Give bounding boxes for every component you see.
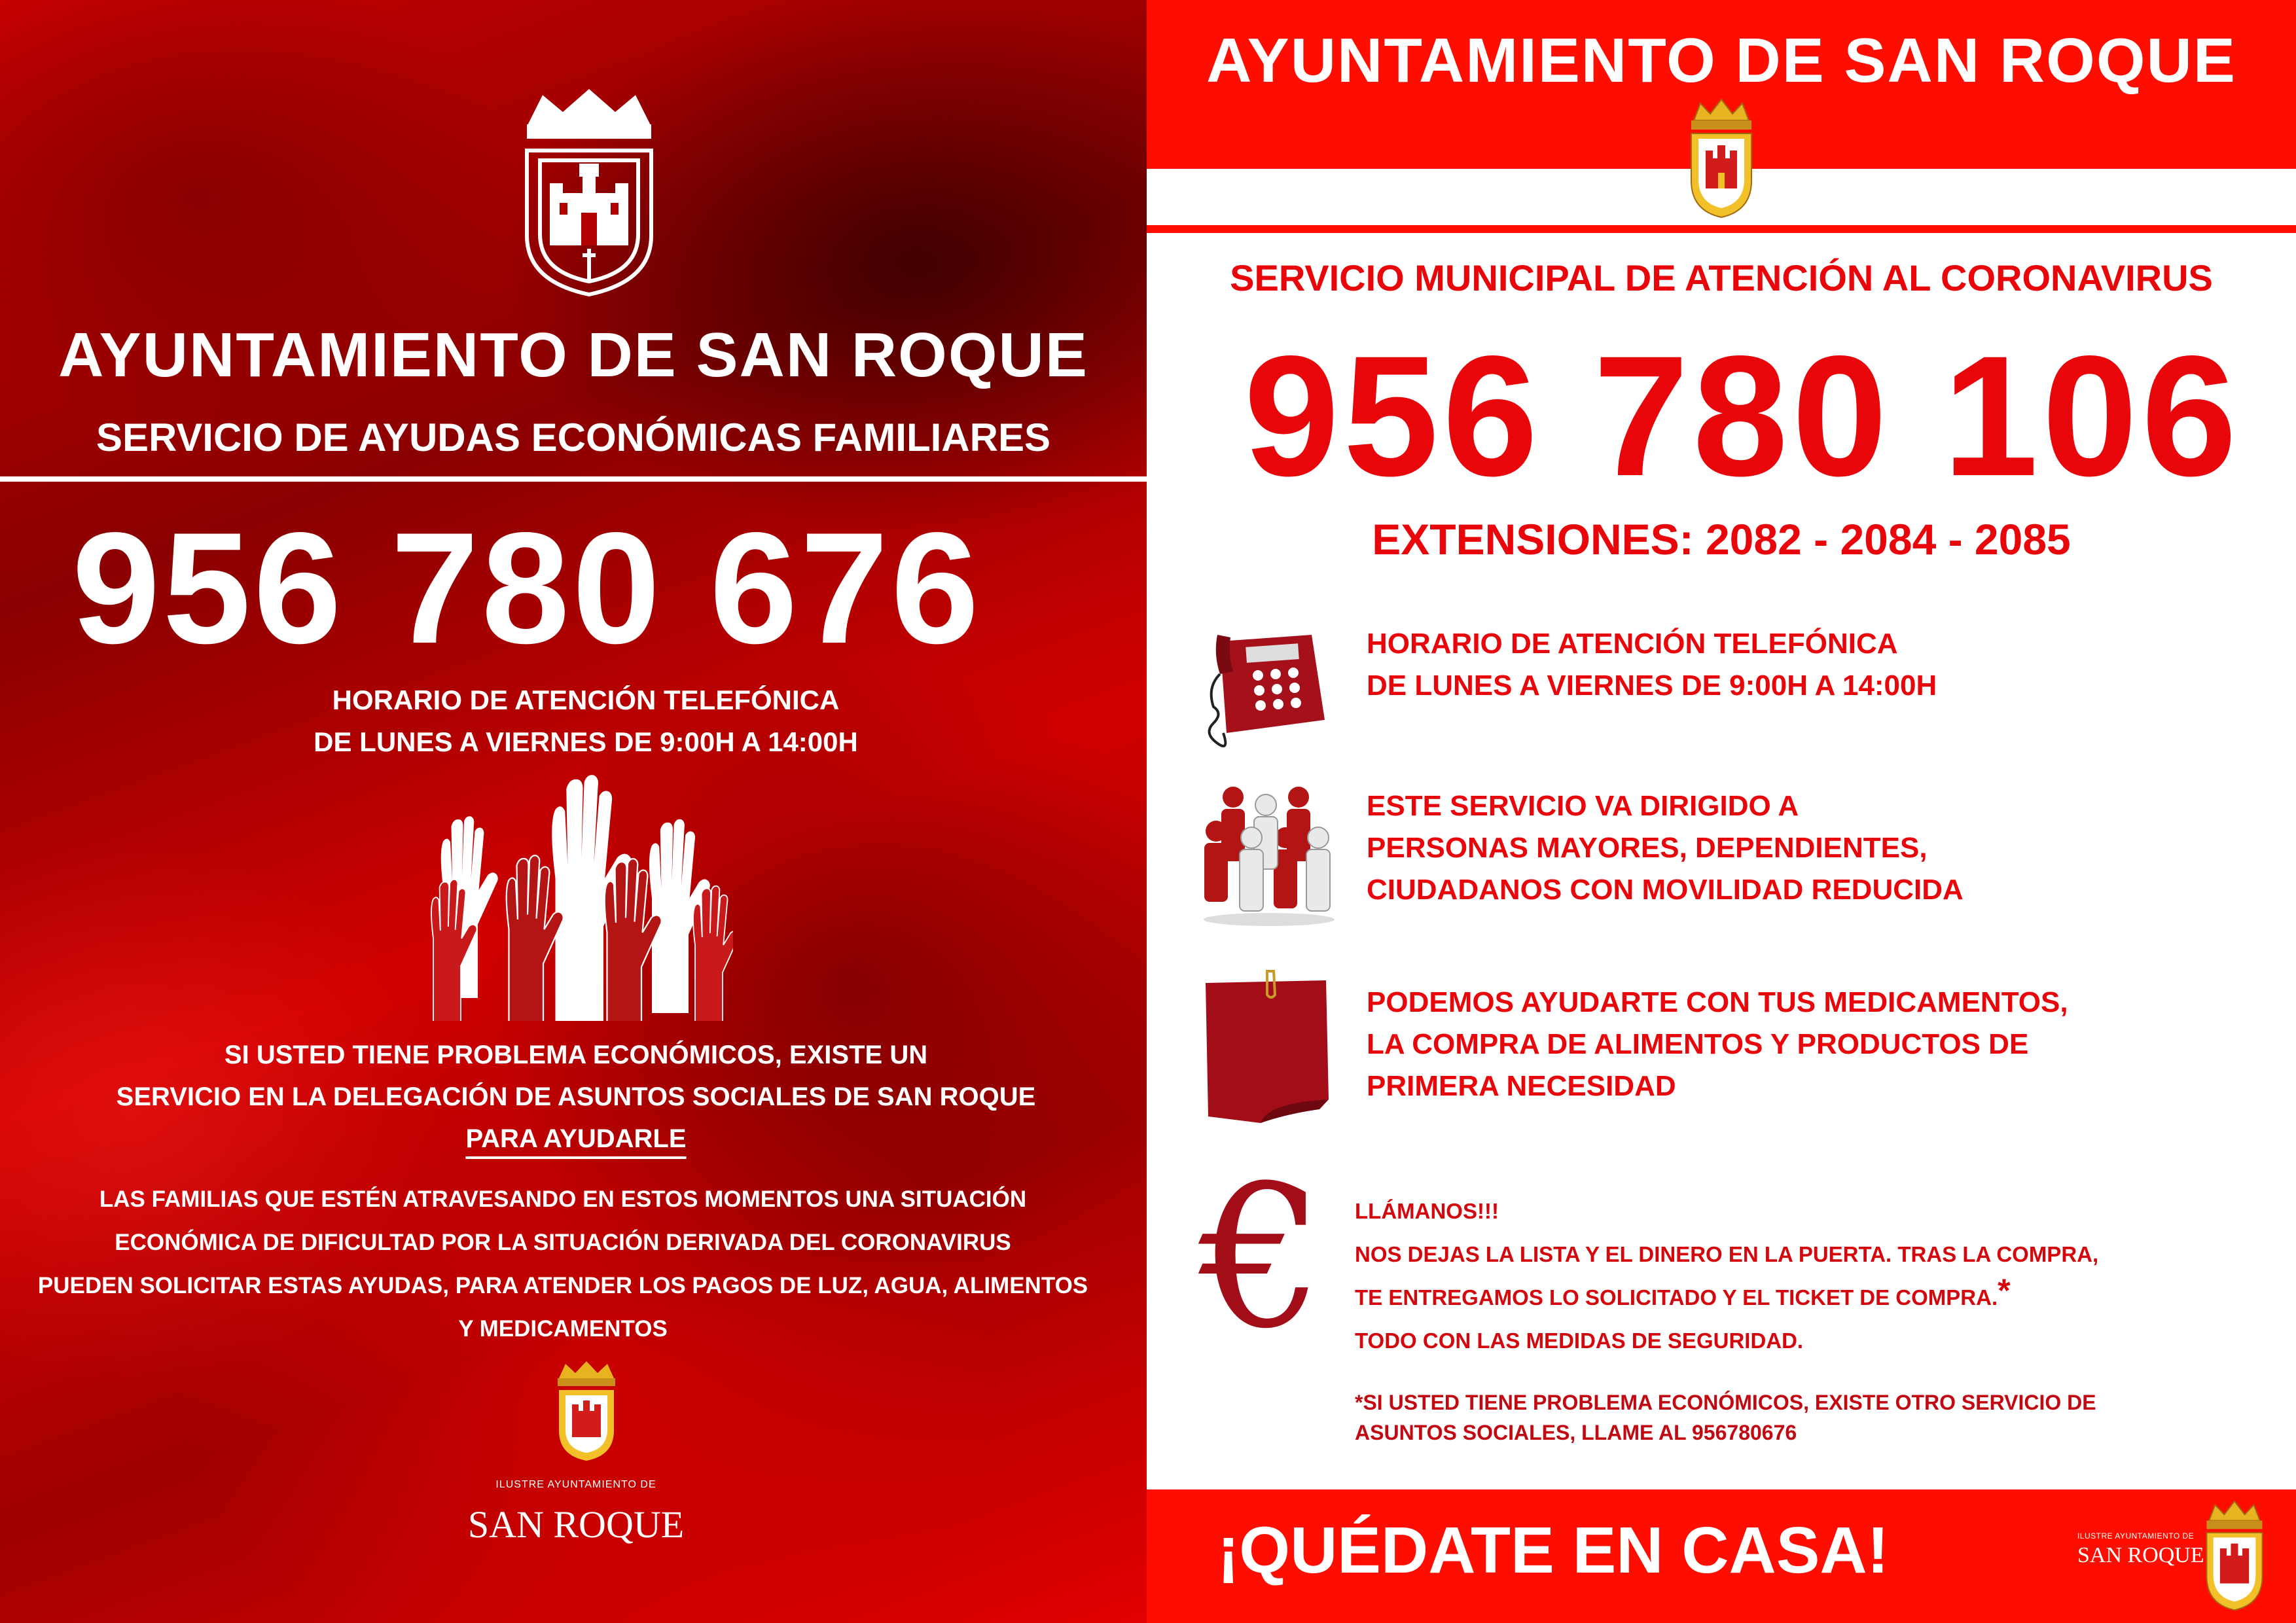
- right-item-purchase: [1355, 1190, 2098, 1363]
- left-subtitle: SERVICIO DE AYUDAS ECONÓMICAS FAMILIARES: [96, 416, 1050, 459]
- note-paper-icon: [1202, 969, 1333, 1126]
- left-hours-line2: DE LUNES A VIERNES DE 9:00H A 14:00H: [314, 726, 858, 757]
- right-item2-line3: CIUDADANOS CON MOVILIDAD REDUCIDA: [1367, 874, 1964, 906]
- left-paragraph-2: [0, 1178, 1126, 1351]
- right-item4-line4: TODO CON LAS MEDIDAS DE SEGURIDAD.: [1355, 1329, 1804, 1353]
- left-para2-line4: Y MEDICAMENTOS: [458, 1316, 668, 1342]
- left-phone-number[interactable]: 956 780 676: [72, 500, 982, 677]
- left-para2-line3: PUEDEN SOLICITAR ESTAS AYUDAS, PARA ATENDER LOS PAGOS DE LUZ, AGUA, ALIMENTOS: [37, 1273, 1088, 1298]
- right-item4-line1: LLÁMANOS!!!: [1355, 1199, 1499, 1223]
- right-divider: [1147, 225, 2296, 233]
- right-item1-line2: DE LUNES A VIERNES DE 9:00H A 14:00H: [1367, 669, 1937, 702]
- right-footnote: [1355, 1387, 2096, 1448]
- right-item4-line3: TE ENTREGAMOS LO SOLICITADO Y EL TICKET DE COMPRA.: [1355, 1285, 1998, 1310]
- footer-logo-caption: ILUSTRE AYUNTAMIENTO DE: [2077, 1531, 2195, 1541]
- euro-icon: €: [1199, 1143, 1324, 1372]
- right-item3-line3: PRIMERA NECESIDAD: [1367, 1070, 1676, 1102]
- right-item1-line1: HORARIO DE ATENCIÓN TELEFÓNICA: [1367, 628, 1898, 660]
- left-title: AYUNTAMIENTO DE SAN ROQUE: [58, 320, 1088, 390]
- left-para1-line1: SI USTED TIENE PROBLEMA ECONÓMICOS, EXISTE UN: [224, 1041, 928, 1069]
- right-phone-number[interactable]: 956 780 106: [1244, 320, 2241, 512]
- right-item2-line1: ESTE SERVICIO VA DIRIGIDO A: [1367, 790, 1799, 822]
- right-title: AYUNTAMIENTO DE SAN ROQUE: [1206, 26, 2236, 96]
- left-logo-name: SAN ROQUE: [467, 1503, 685, 1546]
- left-hours-line1: HORARIO DE ATENCIÓN TELEFÓNICA: [332, 685, 840, 715]
- right-item-audience: [1367, 785, 1964, 911]
- stay-home-slogan: ¡QUÉDATE EN CASA!: [1217, 1514, 1889, 1587]
- right-item3-line2: LA COMPRA DE ALIMENTOS Y PRODUCTOS DE: [1367, 1028, 2029, 1060]
- right-item-hours: [1367, 623, 1937, 707]
- left-paragraph-1: [0, 1034, 1147, 1160]
- right-panel: [1147, 0, 2296, 1623]
- left-para1-line2: SERVICIO EN LA DELEGACIÓN DE ASUNTOS SOCIALES DE SAN ROQUE: [116, 1082, 1036, 1111]
- right-item2-line2: PERSONAS MAYORES, DEPENDIENTES,: [1367, 832, 1928, 864]
- right-item-help: [1367, 982, 2068, 1107]
- people-group-icon: [1200, 779, 1338, 929]
- left-para1-line3: PARA AYUDARLE: [465, 1124, 687, 1153]
- raised-hands-icon: [419, 772, 733, 1021]
- left-para2-line1: LAS FAMILIAS QUE ESTÉN ATRAVESANDO EN ESTOS MOMENTOS UNA SITUACIÓN: [99, 1186, 1027, 1212]
- telephone-icon: [1200, 615, 1331, 759]
- asterisk-mark: *: [1998, 1272, 2011, 1309]
- right-note-line1: *SI USTED TIENE PROBLEMA ECONÓMICOS, EXISTE OTRO SERVICIO DE: [1355, 1391, 2096, 1414]
- left-para2-line2: ECONÓMICA DE DIFICULTAD POR LA SITUACIÓN DERIVADA DEL CORONAVIRUS: [115, 1230, 1011, 1255]
- right-service-title: SERVICIO MUNICIPAL DE ATENCIÓN AL CORONAVIRUS: [1230, 257, 2213, 298]
- right-item4-line2: NOS DEJAS LA LISTA Y EL DINERO EN LA PUERTA. TRAS LA COMPRA,: [1355, 1242, 2099, 1266]
- left-logo-caption: ILUSTRE AYUNTAMIENTO DE: [495, 1479, 656, 1490]
- footer-coat-of-arms-icon: [2203, 1499, 2266, 1614]
- coat-of-arms-icon: [511, 85, 668, 301]
- left-divider: [0, 476, 1147, 482]
- right-item3-line1: PODEMOS AYUDARTE CON TUS MEDICAMENTOS,: [1367, 986, 2068, 1018]
- right-extensions: EXTENSIONES: 2082 - 2084 - 2085: [1372, 515, 2071, 563]
- left-panel: [0, 0, 1147, 1623]
- right-note-line2: ASUNTOS SOCIALES, LLAME AL 956780676: [1355, 1421, 1797, 1444]
- small-coat-of-arms-icon: [552, 1359, 620, 1463]
- footer-logo-name: SAN ROQUE: [2077, 1543, 2204, 1567]
- coat-of-arms-color-icon: [1687, 98, 1755, 220]
